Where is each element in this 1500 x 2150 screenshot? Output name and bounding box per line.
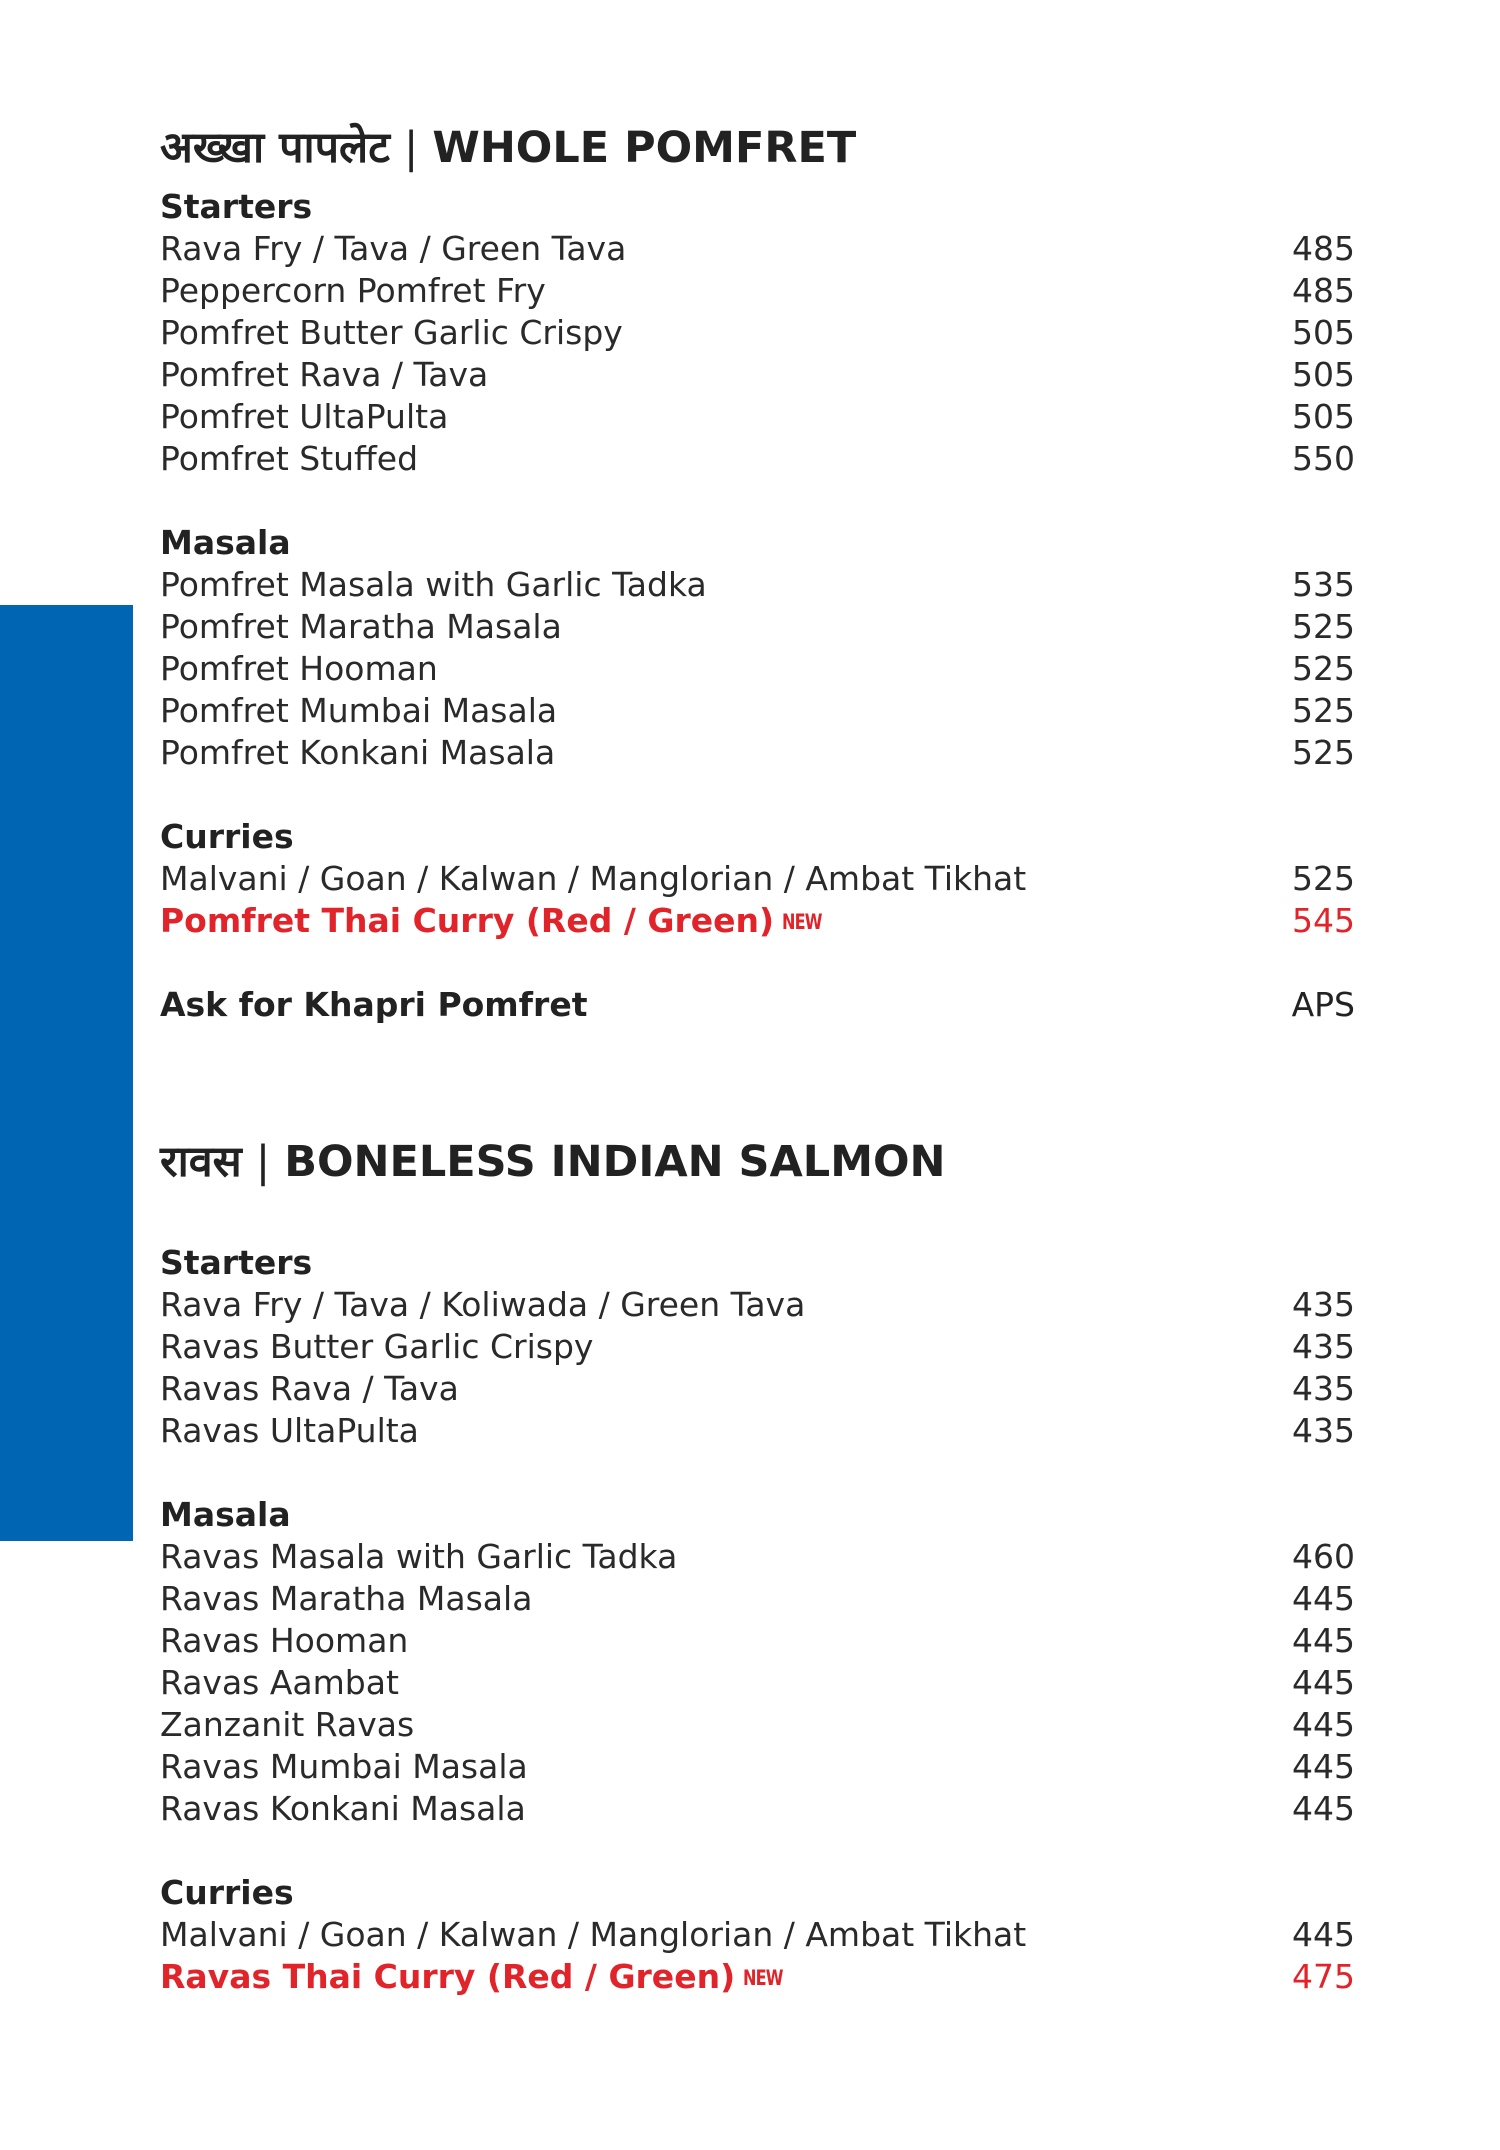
item-price: 435 [1292,1411,1355,1450]
menu-item [160,396,1355,438]
menu-item [160,1326,1355,1368]
item-price: APS [1291,985,1355,1024]
item-price: 445 [1292,1663,1355,1702]
section-title-english: BONELESS INDIAN SALMON [284,1137,946,1187]
item-name: Pomfret Maratha Masala [160,607,562,646]
category-heading-curries: Curries [160,1873,294,1912]
item-price: 435 [1292,1369,1355,1408]
item-name: Pomfret Stuffed [160,439,419,478]
item-name: Pomfret Konkani Masala [160,733,556,772]
item-price: 445 [1292,1915,1355,1954]
menu-item-new [160,1956,1355,1998]
item-name: Ask for Khapri Pomfret [160,985,588,1024]
menu-item-ask [160,984,1355,1026]
menu-item [160,1410,1355,1452]
spacer [160,942,1355,984]
item-price: 505 [1292,355,1355,394]
menu-item [160,354,1355,396]
category-heading-masala: Masala [160,1495,291,1534]
item-price: 485 [1292,229,1355,268]
menu-item [160,1578,1355,1620]
side-accent-band [0,605,133,1541]
menu-item [160,438,1355,480]
category-heading-starters: Starters [160,187,313,226]
section-title-boneless-indian-salmon [160,1124,1355,1200]
category-heading-masala: Masala [160,523,291,562]
item-price: 445 [1292,1747,1355,1786]
item-name: Pomfret UltaPulta [160,397,449,436]
item-name: Ravas Konkani Masala [160,1789,526,1828]
item-price: 525 [1292,607,1355,646]
menu-item [160,858,1355,900]
category-heading-starters: Starters [160,1243,313,1282]
item-price: 525 [1292,733,1355,772]
section-title-local: रावस [160,1137,242,1187]
item-name: Peppercorn Pomfret Fry [160,271,546,310]
item-name: Malvani / Goan / Kalwan / Manglorian / Ambat Tikhat [160,1915,1027,1954]
section-title-whole-pomfret [160,110,1355,186]
menu-item [160,1284,1355,1326]
item-name: Pomfret Hooman [160,649,438,688]
item-price: 445 [1292,1789,1355,1828]
menu-item [160,606,1355,648]
spacer [160,1830,1355,1872]
menu-item [160,1704,1355,1746]
spacer [160,1452,1355,1494]
item-price: 445 [1292,1579,1355,1618]
section-title-separator: | [255,1137,271,1187]
menu-page [160,110,1355,1998]
item-price: 550 [1292,439,1355,478]
menu-item [160,1536,1355,1578]
menu-item [160,1914,1355,1956]
spacer [160,1200,1355,1242]
spacer [160,480,1355,522]
item-price: 525 [1292,859,1355,898]
category-heading-curries: Curries [160,817,294,856]
item-price: 505 [1292,313,1355,352]
menu-item [160,732,1355,774]
item-price: 475 [1292,1957,1355,1996]
spacer [160,1026,1355,1124]
item-price: 460 [1292,1537,1355,1576]
item-name: Pomfret Butter Garlic Crispy [160,313,623,352]
item-name: Ravas Thai Curry (Red / Green) [160,1956,736,1996]
item-name: Rava Fry / Tava / Koliwada / Green Tava [160,1285,806,1324]
item-name: Pomfret Masala with Garlic Tadka [160,565,707,604]
item-name: Ravas Mumbai Masala [160,1747,528,1786]
item-price: 505 [1292,397,1355,436]
item-price: 525 [1292,691,1355,730]
item-name: Ravas Maratha Masala [160,1579,533,1618]
item-name: Pomfret Mumbai Masala [160,691,558,730]
spacer [160,774,1355,816]
item-name: Ravas Hooman [160,1621,409,1660]
menu-item [160,228,1355,270]
item-name: Ravas Butter Garlic Crispy [160,1327,594,1366]
item-price: 485 [1292,271,1355,310]
item-name: Pomfret Thai Curry (Red / Green) [160,900,775,940]
menu-item [160,648,1355,690]
item-name: Malvani / Goan / Kalwan / Manglorian / Ambat Tikhat [160,859,1027,898]
section-title-local: अख्खा पापलेट [160,123,390,173]
menu-item [160,1620,1355,1662]
item-price: 445 [1292,1621,1355,1660]
new-badge: NEW [743,1965,783,1990]
item-name: Zanzanit Ravas [160,1705,415,1744]
new-badge: NEW [782,909,822,934]
item-name: Ravas Aambat [160,1663,399,1702]
item-name: Ravas Masala with Garlic Tadka [160,1537,678,1576]
item-price: 435 [1292,1285,1355,1324]
menu-item [160,690,1355,732]
item-name: Ravas UltaPulta [160,1411,419,1450]
item-name: Pomfret Rava / Tava [160,355,489,394]
menu-item [160,1746,1355,1788]
item-name: Ravas Rava / Tava [160,1369,459,1408]
menu-item-new [160,900,1355,942]
item-price: 525 [1292,649,1355,688]
menu-item [160,312,1355,354]
menu-item [160,270,1355,312]
section-title-separator: | [403,123,419,173]
item-name-wrap [160,900,829,943]
menu-item [160,1662,1355,1704]
section-title-english: WHOLE POMFRET [432,123,857,173]
item-price: 535 [1292,565,1355,604]
item-price: 545 [1292,901,1355,940]
item-price: 445 [1292,1705,1355,1744]
menu-item [160,1368,1355,1410]
item-name: Rava Fry / Tava / Green Tava [160,229,627,268]
item-price: 435 [1292,1327,1355,1366]
menu-item [160,1788,1355,1830]
item-name-wrap [160,1956,790,1999]
menu-item [160,564,1355,606]
